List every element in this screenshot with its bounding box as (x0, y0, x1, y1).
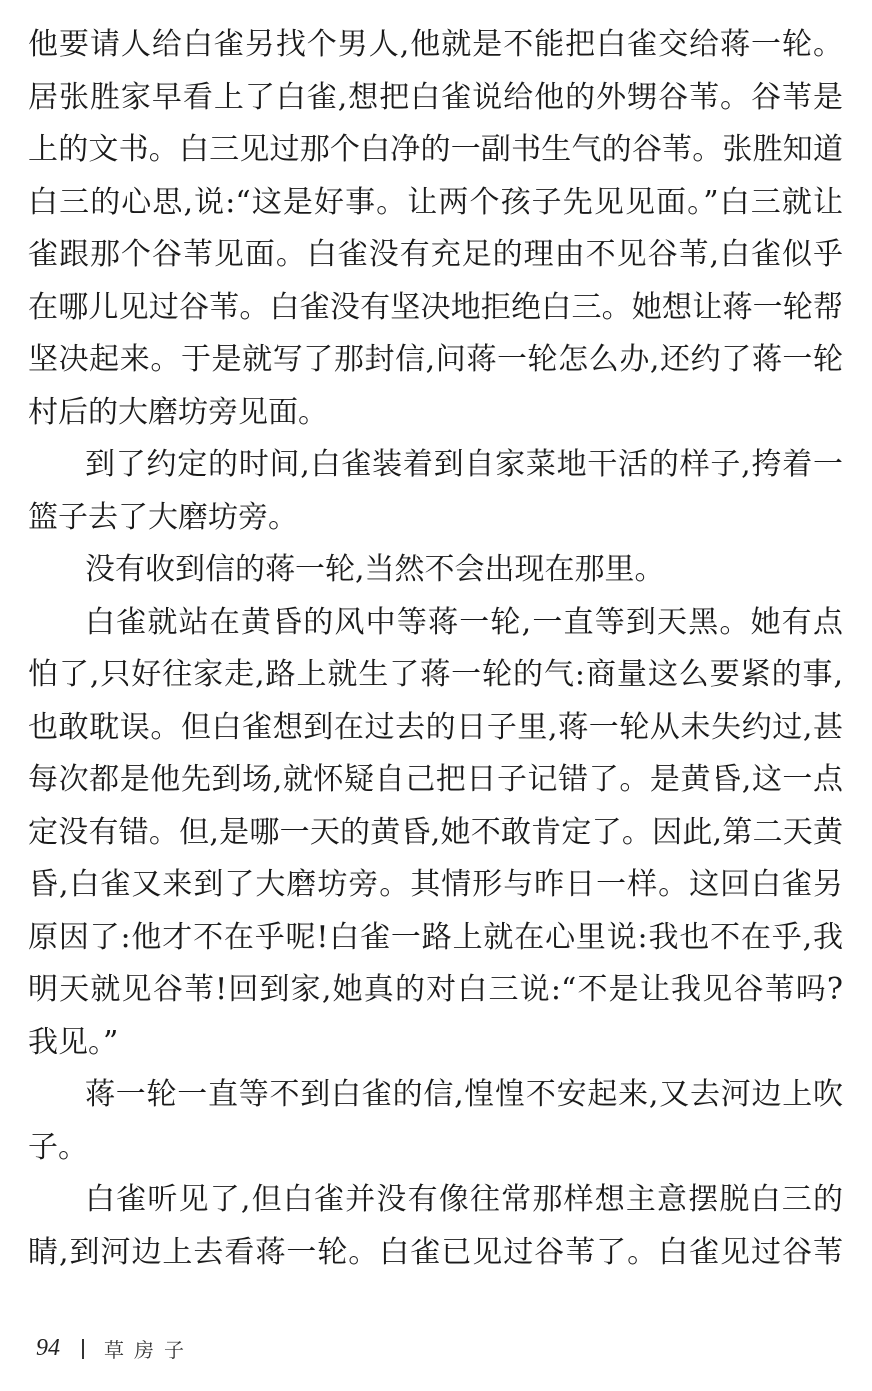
footer-divider (82, 1339, 84, 1359)
text-line: 也敢耽误。但白雀想到在过去的日子里,蒋一轮从未失约过,甚 (28, 709, 843, 745)
body-text (28, 19, 843, 1279)
text-line: 篮子去了大磨坊旁。 (28, 499, 298, 535)
text-line: 昏,白雀又来到了大磨坊旁。其情形与昨日一样。这回白雀另 (28, 867, 843, 902)
text-line: 怕了,只好往家走,路上就生了蒋一轮的气:商量这么要紧的事, (28, 657, 843, 692)
page-footer (36, 1334, 194, 1363)
text-line: 睛,到河边上去看蒋一轮。白雀已见过谷苇了。白雀见过谷苇 (28, 1234, 843, 1270)
text-line: 上的文书。白三见过那个白净的一副书生气的谷苇。张胜知道 (28, 132, 843, 167)
page-number: 94 (36, 1335, 60, 1361)
book-title: 草房子 (104, 1338, 194, 1362)
text-line: 没有收到信的蒋一轮,当然不会出现在那里。 (85, 552, 665, 587)
text-line: 居张胜家早看上了白雀,想把白雀说给他的外甥谷苇。谷苇是 (28, 79, 843, 115)
text-line: 原因了:他才不在乎呢!白雀一路上就在心里说:我也不在乎,我 (28, 919, 843, 955)
text-line: 每次都是他先到场,就怀疑自己把日子记错了。是黄昏,这一点 (28, 762, 843, 797)
text-line: 定没有错。但,是哪一天的黄昏,她不敢肯定了。因此,第二天黄 (28, 814, 843, 850)
text-line: 他要请人给白雀另找个男人,他就是不能把白雀交给蒋一轮。 (28, 27, 843, 62)
text-line: 蒋一轮一直等不到白雀的信,惶惶不安起来,又去河边上吹 (85, 1077, 843, 1112)
text-line: 坚决起来。于是就写了那封信,问蒋一轮怎么办,还约了蒋一轮 (28, 342, 843, 377)
text-line: 白雀听见了,但白雀并没有像往常那样想主意摆脱白三的 (85, 1182, 843, 1217)
text-line: 在哪儿见过谷苇。白雀没有坚决地拒绝白三。她想让蒋一轮帮 (28, 289, 843, 325)
text-line: 明天就见谷苇!回到家,她真的对白三说:“不是让我见谷苇吗? (28, 972, 843, 1007)
text-line: 村后的大磨坊旁见面。 (28, 394, 328, 430)
text-line: 白雀就站在黄昏的风中等蒋一轮,一直等到天黑。她有点 (85, 604, 843, 640)
text-line: 我见。” (28, 1024, 119, 1060)
text-line: 子。 (28, 1129, 88, 1165)
text-line: 白三的心思,说:“这是好事。让两个孩子先见见面。”白三就让 (28, 184, 843, 220)
text-line: 到了约定的时间,白雀装着到自家菜地干活的样子,挎着一 (85, 447, 843, 482)
text-line: 雀跟那个谷苇见面。白雀没有充足的理由不见谷苇,白雀似乎 (28, 237, 843, 272)
